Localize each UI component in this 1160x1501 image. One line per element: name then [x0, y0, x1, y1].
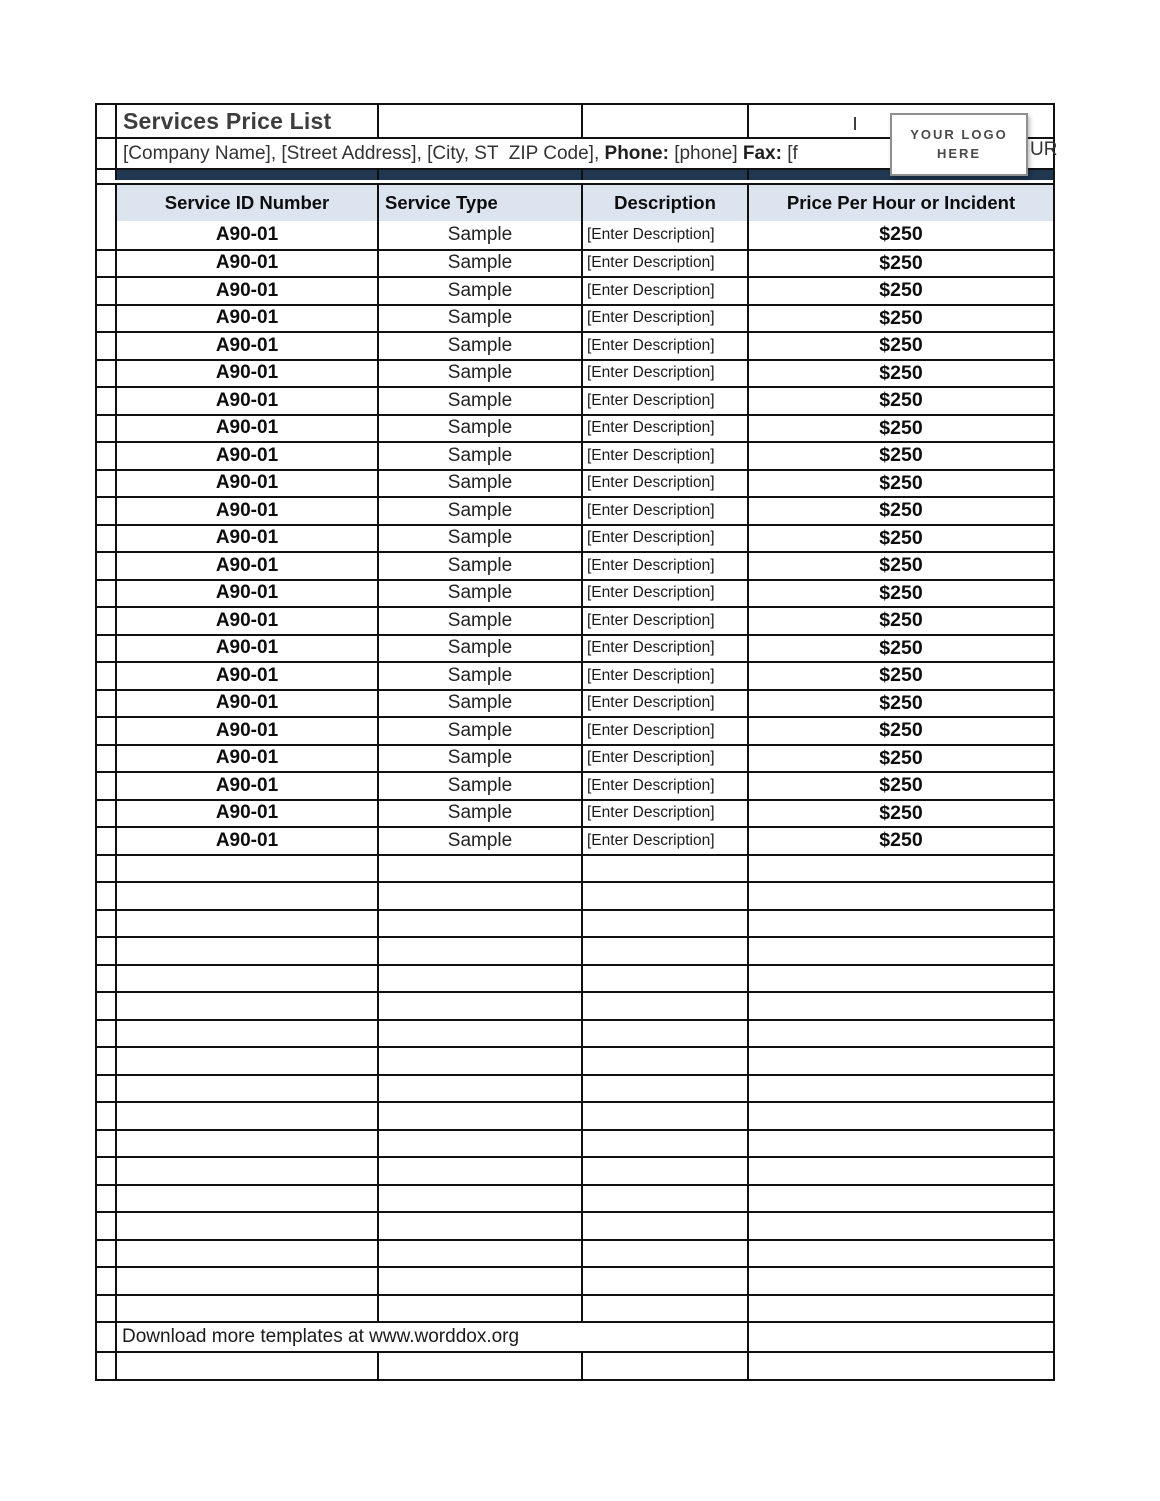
empty-cell [377, 856, 581, 882]
service-id-cell: A90-01 [115, 361, 377, 387]
price-cell: $250 [747, 553, 1053, 579]
service-id-cell: A90-01 [115, 416, 377, 442]
empty-table-row [97, 1239, 1053, 1267]
price-cell: $250 [747, 443, 1053, 469]
description-cell: [Enter Description] [581, 663, 747, 689]
logo-placeholder [890, 113, 1028, 176]
left-margin-cell [97, 251, 115, 277]
left-margin-cell [97, 1131, 115, 1157]
description-cell: [Enter Description] [581, 608, 747, 634]
service-id-cell: A90-01 [115, 498, 377, 524]
logo-text-line2: HERE [936, 145, 982, 161]
table-row [97, 606, 1053, 634]
description-cell: [Enter Description] [581, 251, 747, 277]
service-type-cell: Sample [377, 278, 581, 304]
left-margin-cell [97, 911, 115, 937]
left-margin-cell [97, 691, 115, 717]
service-type-cell: Sample [377, 388, 581, 414]
table-row [97, 634, 1053, 662]
download-row-price-cell [747, 1323, 1053, 1351]
empty-cell [747, 1186, 1053, 1212]
empty-table-row [97, 991, 1053, 1019]
empty-table-row [97, 1294, 1053, 1322]
column-header-service-type: Service Type [377, 185, 581, 221]
table-row [97, 469, 1053, 497]
page-title: Services Price List [115, 105, 377, 137]
price-cell: $250 [747, 691, 1053, 717]
price-cell: $250 [747, 636, 1053, 662]
left-margin-cell [97, 1353, 115, 1379]
left-margin-cell [97, 185, 115, 221]
left-margin-cell [97, 1268, 115, 1294]
price-cell: $250 [747, 278, 1053, 304]
left-margin-cell [97, 1213, 115, 1239]
left-margin-cell [97, 498, 115, 524]
table-row [97, 414, 1053, 442]
clipped-url-text: UR [1030, 139, 1058, 160]
service-id-cell: A90-01 [115, 306, 377, 332]
empty-cell [115, 1296, 377, 1322]
empty-cell [115, 1186, 377, 1212]
left-margin-cell [97, 333, 115, 359]
empty-table-row [97, 854, 1053, 882]
column-header-price: Price Per Hour or Incident [747, 185, 1053, 221]
service-id-cell: A90-01 [115, 663, 377, 689]
service-type-cell: Sample [377, 306, 581, 332]
price-cell: $250 [747, 718, 1053, 744]
left-margin-cell [97, 221, 115, 249]
empty-cell [377, 1213, 581, 1239]
description-cell: [Enter Description] [581, 828, 747, 854]
description-cell: [Enter Description] [581, 278, 747, 304]
service-id-cell: A90-01 [115, 691, 377, 717]
price-cell: $250 [747, 581, 1053, 607]
service-type-cell: Sample [377, 691, 581, 717]
empty-cell [581, 1213, 747, 1239]
price-cell: $250 [747, 471, 1053, 497]
download-templates-text: Download more templates at www.worddox.org [115, 1323, 747, 1351]
price-cell: $250 [747, 801, 1053, 827]
empty-cell [581, 1158, 747, 1184]
empty-cell [115, 1353, 377, 1379]
empty-cell [747, 1241, 1053, 1267]
table-row [97, 826, 1053, 854]
service-type-cell: Sample [377, 801, 581, 827]
empty-cell [377, 1076, 581, 1102]
service-type-cell: Sample [377, 251, 581, 277]
price-cell: $250 [747, 221, 1053, 249]
left-margin-cell [97, 663, 115, 689]
empty-table-row [97, 936, 1053, 964]
service-id-cell: A90-01 [115, 553, 377, 579]
description-cell: [Enter Description] [581, 388, 747, 414]
left-margin-cell [97, 1186, 115, 1212]
accent-bar-segment [377, 170, 581, 180]
table-row [97, 386, 1053, 414]
title-row-empty-cell [581, 105, 747, 137]
empty-cell [115, 856, 377, 882]
empty-cell [747, 938, 1053, 964]
service-id-cell: A90-01 [115, 581, 377, 607]
price-cell: $250 [747, 828, 1053, 854]
logo-text-line1: YOUR LOGO [910, 126, 1008, 142]
table-row [97, 276, 1053, 304]
empty-cell [377, 1048, 581, 1074]
service-type-cell: Sample [377, 581, 581, 607]
table-row [97, 771, 1053, 799]
service-type-cell: Sample [377, 361, 581, 387]
description-cell: [Enter Description] [581, 333, 747, 359]
empty-cell [747, 883, 1053, 909]
price-cell: $250 [747, 498, 1053, 524]
service-type-cell: Sample [377, 828, 581, 854]
table-row [97, 249, 1053, 277]
empty-cell [581, 1021, 747, 1047]
left-margin-cell [97, 883, 115, 909]
empty-cell [747, 1021, 1053, 1047]
table-row [97, 304, 1053, 332]
empty-cell [377, 1296, 581, 1322]
left-margin-cell [97, 1323, 115, 1351]
empty-cell [377, 1158, 581, 1184]
left-margin-cell [97, 993, 115, 1019]
table-row [97, 579, 1053, 607]
accent-bar-segment [581, 170, 747, 180]
description-cell: [Enter Description] [581, 498, 747, 524]
service-type-cell: Sample [377, 718, 581, 744]
empty-cell [747, 1158, 1053, 1184]
table-row [97, 441, 1053, 469]
column-header-description: Description [581, 185, 747, 221]
empty-cell [377, 966, 581, 992]
empty-cell [747, 1268, 1053, 1294]
left-margin-cell [97, 828, 115, 854]
price-cell: $250 [747, 663, 1053, 689]
service-type-cell: Sample [377, 773, 581, 799]
left-margin-cell [97, 636, 115, 662]
empty-cell [747, 1213, 1053, 1239]
empty-cell [747, 1353, 1053, 1379]
empty-cell [581, 1076, 747, 1102]
description-cell: [Enter Description] [581, 581, 747, 607]
empty-cell [377, 1021, 581, 1047]
phone-label: Phone: [604, 142, 669, 164]
left-margin-cell [97, 856, 115, 882]
price-list-table [95, 103, 1058, 1381]
left-margin-cell [97, 471, 115, 497]
empty-cell [115, 1021, 377, 1047]
service-type-cell: Sample [377, 608, 581, 634]
description-cell: [Enter Description] [581, 746, 747, 772]
description-cell: [Enter Description] [581, 553, 747, 579]
fax-label: Fax: [742, 142, 782, 164]
empty-cell [115, 1158, 377, 1184]
left-margin-cell [97, 443, 115, 469]
description-cell: [Enter Description] [581, 443, 747, 469]
left-margin-cell [97, 938, 115, 964]
empty-cell [115, 1131, 377, 1157]
empty-table-row [97, 1266, 1053, 1294]
left-margin-cell [97, 1103, 115, 1129]
empty-cell [747, 856, 1053, 882]
empty-table-row [97, 1184, 1053, 1212]
empty-cell [115, 938, 377, 964]
service-id-cell: A90-01 [115, 828, 377, 854]
left-margin-cell [97, 773, 115, 799]
left-margin-cell [97, 278, 115, 304]
service-type-cell: Sample [377, 553, 581, 579]
service-type-cell: Sample [377, 221, 581, 249]
left-margin-cell [97, 1048, 115, 1074]
accent-bar-segment [115, 170, 377, 180]
empty-cell [377, 883, 581, 909]
text-cursor-mark [854, 117, 856, 130]
empty-table-row [97, 1101, 1053, 1129]
empty-cell [581, 938, 747, 964]
empty-cell [115, 1103, 377, 1129]
left-margin-cell [97, 1076, 115, 1102]
table-row [97, 689, 1053, 717]
empty-cell [581, 1268, 747, 1294]
service-id-cell: A90-01 [115, 608, 377, 634]
empty-cell [115, 911, 377, 937]
empty-table-row [97, 1211, 1053, 1239]
service-type-cell: Sample [377, 663, 581, 689]
empty-cell [747, 993, 1053, 1019]
empty-cell [581, 1241, 747, 1267]
table-row [97, 331, 1053, 359]
service-id-cell: A90-01 [115, 251, 377, 277]
left-margin-cell [97, 718, 115, 744]
left-margin-cell [97, 416, 115, 442]
left-margin-cell [97, 388, 115, 414]
company-address-text: [Company Name], [Street Address], [City, ST ZIP Code], [123, 142, 605, 164]
price-cell: $250 [747, 306, 1053, 332]
table-row [97, 799, 1053, 827]
left-margin-cell [97, 1296, 115, 1322]
empty-cell [115, 1048, 377, 1074]
empty-cell [747, 1076, 1053, 1102]
service-type-cell: Sample [377, 636, 581, 662]
price-cell: $250 [747, 251, 1053, 277]
left-margin-cell [97, 306, 115, 332]
empty-table-row [97, 1156, 1053, 1184]
price-cell: $250 [747, 526, 1053, 552]
empty-cell [377, 1268, 581, 1294]
price-cell: $250 [747, 416, 1053, 442]
left-margin-cell [97, 170, 115, 180]
table-row [97, 496, 1053, 524]
left-margin-cell [97, 801, 115, 827]
service-id-cell: A90-01 [115, 526, 377, 552]
table-row [97, 716, 1053, 744]
service-id-cell: A90-01 [115, 773, 377, 799]
column-header-service-id: Service ID Number [115, 185, 377, 221]
empty-cell [747, 1131, 1053, 1157]
price-cell: $250 [747, 333, 1053, 359]
description-cell: [Enter Description] [581, 636, 747, 662]
price-cell: $250 [747, 608, 1053, 634]
left-margin-cell [97, 966, 115, 992]
empty-cell [115, 1076, 377, 1102]
left-margin-cell [97, 139, 115, 168]
title-row-empty-cell [377, 105, 581, 137]
description-cell: [Enter Description] [581, 801, 747, 827]
phone-value: [phone] [668, 142, 743, 164]
empty-cell [581, 883, 747, 909]
empty-cell [581, 1353, 747, 1379]
service-id-cell: A90-01 [115, 746, 377, 772]
empty-cell [581, 1103, 747, 1129]
description-cell: [Enter Description] [581, 718, 747, 744]
price-cell: $250 [747, 746, 1053, 772]
service-id-cell: A90-01 [115, 471, 377, 497]
service-type-cell: Sample [377, 471, 581, 497]
empty-cell [747, 1048, 1053, 1074]
empty-cell [581, 856, 747, 882]
empty-cell [581, 1131, 747, 1157]
service-id-cell: A90-01 [115, 221, 377, 249]
description-cell: [Enter Description] [581, 471, 747, 497]
empty-cell [377, 1353, 581, 1379]
left-margin-cell [97, 553, 115, 579]
empty-table-row [97, 1129, 1053, 1157]
empty-cell [115, 883, 377, 909]
price-cell: $250 [747, 361, 1053, 387]
table-row [97, 661, 1053, 689]
empty-cell [581, 1296, 747, 1322]
empty-table-row [97, 909, 1053, 937]
empty-cell [377, 1186, 581, 1212]
service-type-cell: Sample [377, 333, 581, 359]
left-margin-cell [97, 361, 115, 387]
empty-cell [747, 911, 1053, 937]
empty-cell [377, 1103, 581, 1129]
empty-table-row [97, 1019, 1053, 1047]
price-cell: $250 [747, 773, 1053, 799]
empty-cell [581, 1186, 747, 1212]
service-id-cell: A90-01 [115, 636, 377, 662]
empty-table-row [97, 1046, 1053, 1074]
left-margin-cell [97, 746, 115, 772]
fax-partial-value: [f [781, 142, 798, 164]
empty-cell [115, 1268, 377, 1294]
empty-table-row [97, 1074, 1053, 1102]
left-margin-cell [97, 1021, 115, 1047]
empty-cell [377, 1241, 581, 1267]
left-margin-cell [97, 105, 115, 137]
table-row [97, 551, 1053, 579]
empty-cell [377, 993, 581, 1019]
description-cell: [Enter Description] [581, 526, 747, 552]
left-margin-cell [97, 526, 115, 552]
table-row [97, 221, 1053, 249]
left-margin-cell [97, 608, 115, 634]
empty-cell [377, 1131, 581, 1157]
empty-cell [747, 1296, 1053, 1322]
table-row [97, 524, 1053, 552]
empty-cell [115, 1213, 377, 1239]
table-row [97, 359, 1053, 387]
service-id-cell: A90-01 [115, 388, 377, 414]
empty-cell [115, 1241, 377, 1267]
empty-cell [581, 911, 747, 937]
service-id-cell: A90-01 [115, 801, 377, 827]
left-margin-cell [97, 1158, 115, 1184]
empty-cell [581, 993, 747, 1019]
left-margin-cell [97, 1241, 115, 1267]
empty-cell [581, 966, 747, 992]
empty-cell [377, 938, 581, 964]
left-margin-cell [97, 581, 115, 607]
table-header-row [97, 183, 1053, 221]
empty-cell [747, 966, 1053, 992]
table-row [97, 744, 1053, 772]
service-type-cell: Sample [377, 443, 581, 469]
service-type-cell: Sample [377, 498, 581, 524]
service-id-cell: A90-01 [115, 333, 377, 359]
service-id-cell: A90-01 [115, 278, 377, 304]
description-cell: [Enter Description] [581, 221, 747, 249]
service-id-cell: A90-01 [115, 443, 377, 469]
empty-cell [747, 1103, 1053, 1129]
service-id-cell: A90-01 [115, 718, 377, 744]
empty-cell [581, 1048, 747, 1074]
description-cell: [Enter Description] [581, 773, 747, 799]
empty-table-row [97, 881, 1053, 909]
final-empty-row [97, 1351, 1053, 1379]
service-type-cell: Sample [377, 416, 581, 442]
description-cell: [Enter Description] [581, 691, 747, 717]
service-type-cell: Sample [377, 526, 581, 552]
empty-table-row [97, 964, 1053, 992]
service-type-cell: Sample [377, 746, 581, 772]
empty-cell [115, 966, 377, 992]
description-cell: [Enter Description] [581, 361, 747, 387]
empty-cell [115, 993, 377, 1019]
description-cell: [Enter Description] [581, 306, 747, 332]
empty-cell [377, 911, 581, 937]
download-row [97, 1321, 1053, 1351]
table-body [97, 221, 1053, 1321]
description-cell: [Enter Description] [581, 416, 747, 442]
price-cell: $250 [747, 388, 1053, 414]
